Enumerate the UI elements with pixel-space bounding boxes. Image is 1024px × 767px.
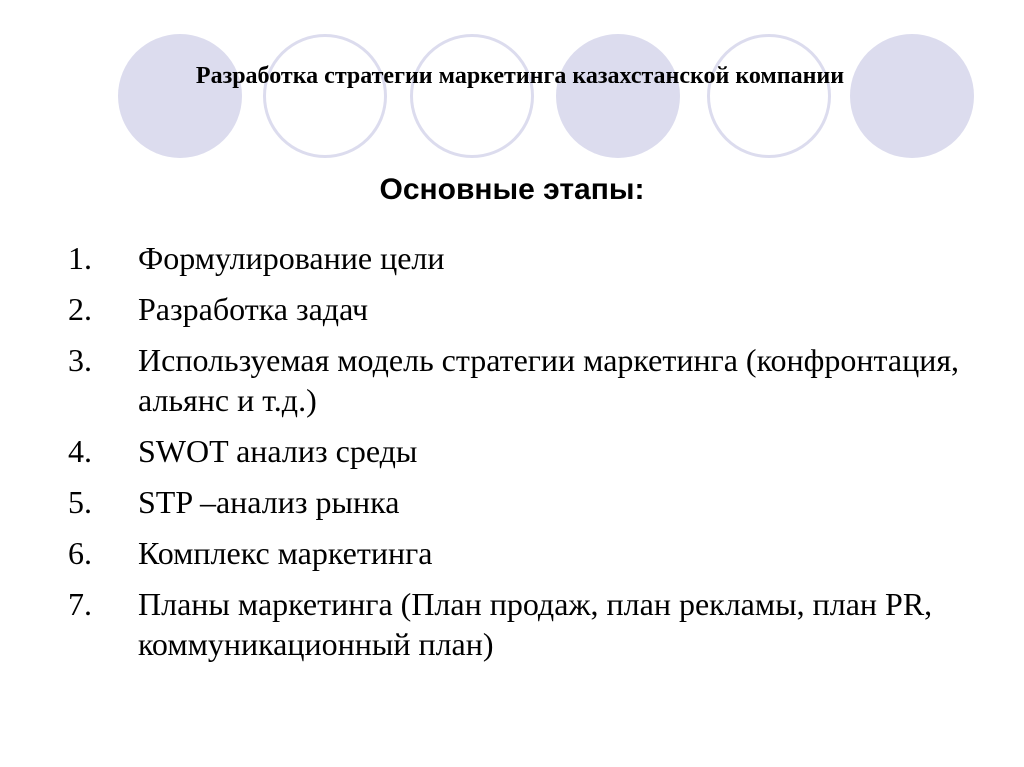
step-number: 2. xyxy=(68,291,92,327)
circle-decoration xyxy=(410,34,534,158)
list-item xyxy=(68,533,988,573)
circle-decoration xyxy=(556,34,680,158)
step-text: Используемая модель стратегии маркетинга (конфронтация, альянс и т.д.) xyxy=(138,342,960,418)
list-item xyxy=(68,340,988,420)
steps-list xyxy=(68,238,988,675)
list-item xyxy=(68,482,988,522)
step-text: Разработка задач xyxy=(138,291,369,327)
step-number: 1. xyxy=(68,240,92,276)
slide-title: Разработка стратегии маркетинга казахстанской компании xyxy=(195,63,845,89)
step-number: 4. xyxy=(68,433,92,469)
step-number: 7. xyxy=(68,586,92,622)
step-text: STP –анализ рынка xyxy=(138,484,400,520)
step-number: 5. xyxy=(68,484,92,520)
circle-decoration xyxy=(850,34,974,158)
step-text: Планы маркетинга (План продаж, план рекламы, план PR, коммуникационный план) xyxy=(138,586,933,662)
slide-subtitle: Основные этапы: xyxy=(379,173,645,206)
step-text: Формулирование цели xyxy=(138,240,445,276)
step-text: Комплекс маркетинга xyxy=(138,535,433,571)
circle-decoration xyxy=(263,34,387,158)
list-item xyxy=(68,238,988,278)
list-item xyxy=(68,431,988,471)
step-number: 6. xyxy=(68,535,92,571)
circle-decoration xyxy=(707,34,831,158)
step-number: 3. xyxy=(68,342,92,378)
list-item xyxy=(68,289,988,329)
circle-decoration xyxy=(118,34,242,158)
list-item xyxy=(68,584,988,664)
step-text: SWOT анализ среды xyxy=(138,433,418,469)
